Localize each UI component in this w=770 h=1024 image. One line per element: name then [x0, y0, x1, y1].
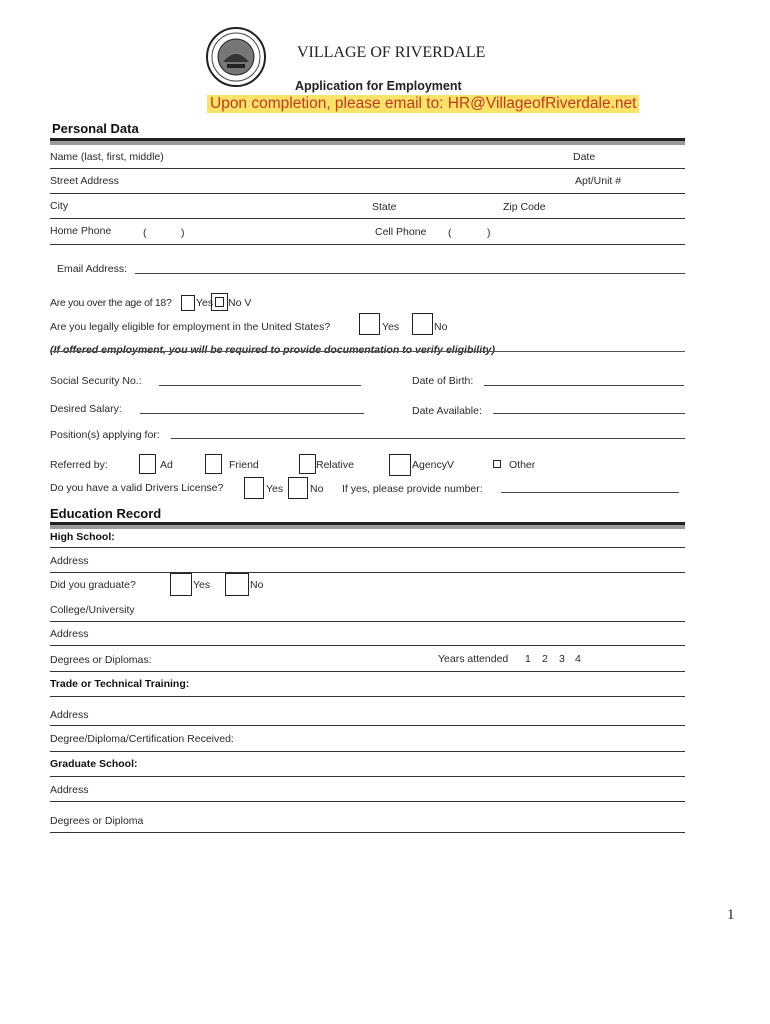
- graduate-school-label: Graduate School:: [50, 758, 138, 770]
- age-yes-checkbox[interactable]: [181, 295, 195, 311]
- trade-field[interactable]: [50, 696, 685, 697]
- high-school-field[interactable]: [50, 547, 685, 548]
- street-label: Street Address: [50, 175, 119, 187]
- zip-label: Zip Code: [503, 201, 546, 213]
- license-number-field[interactable]: [501, 492, 679, 493]
- section-personal-data: Personal Data: [52, 121, 139, 136]
- degrees-label: Degrees or Diplomas:: [50, 654, 152, 666]
- ref-friend-checkbox[interactable]: [205, 454, 222, 474]
- ref-relative-checkbox[interactable]: [299, 454, 316, 474]
- eligible-yes-label: Yes: [382, 321, 400, 333]
- degrees-field[interactable]: [50, 671, 685, 672]
- license-number-label: If yes, please provide number:: [342, 483, 483, 495]
- ref-other-label: Other: [509, 459, 536, 471]
- apt-label: Apt/Unit #: [575, 175, 622, 187]
- college-field[interactable]: [50, 621, 685, 622]
- date-available-label: Date Available:: [412, 405, 482, 417]
- grad-address-label: Address: [50, 784, 89, 796]
- trade-address-field[interactable]: [50, 725, 685, 726]
- position-label: Position(s) applying for:: [50, 429, 160, 441]
- graduate-school-field[interactable]: [50, 776, 685, 777]
- trade-address-label: Address: [50, 709, 89, 721]
- ref-friend-label: Friend: [229, 459, 259, 471]
- high-school-label: High School:: [50, 531, 115, 543]
- ref-other-checkbox[interactable]: [493, 460, 501, 468]
- age-no-label: No V: [228, 297, 252, 309]
- license-question: Do you have a valid Drivers License?: [50, 482, 224, 494]
- email-field[interactable]: [135, 273, 685, 274]
- age-question: Are you over the age of 18?: [50, 297, 172, 309]
- eligible-question: Are you legally eligible for employment in the United States?: [50, 321, 331, 333]
- college-address-field[interactable]: [50, 645, 685, 646]
- years-attended-label: Years attended: [438, 653, 509, 665]
- education-rule-shade: [50, 525, 685, 529]
- ref-ad-checkbox[interactable]: [139, 454, 156, 474]
- hs-address-field[interactable]: [50, 572, 685, 573]
- license-no-checkbox[interactable]: [288, 477, 308, 499]
- position-field[interactable]: [171, 438, 685, 439]
- page-number: 1: [727, 907, 735, 923]
- form-title: Application for Employment: [295, 79, 462, 93]
- referred-label: Referred by:: [50, 459, 108, 471]
- graduate-no-label: No: [250, 579, 264, 591]
- eligibility-note-strike: [50, 351, 685, 352]
- village-seal: [205, 26, 267, 88]
- name-label: Name (last, first, middle): [50, 151, 164, 163]
- home-phone-paren-close: ): [181, 227, 185, 239]
- salary-field[interactable]: [140, 413, 364, 414]
- ssn-field[interactable]: [159, 385, 361, 386]
- degree-cert-label: Degree/Diploma/Certification Received:: [50, 733, 234, 745]
- name-field[interactable]: [50, 168, 685, 169]
- hs-address-label: Address: [50, 555, 89, 567]
- phone-field[interactable]: [50, 244, 685, 245]
- city-field[interactable]: [50, 218, 685, 219]
- email-label: Email Address:: [57, 263, 128, 275]
- degree-cert-field[interactable]: [50, 751, 685, 752]
- ref-agency-checkbox[interactable]: [389, 454, 411, 476]
- ref-agency-label: AgencyV: [412, 459, 455, 471]
- grad-degrees-label: Degrees or Diploma: [50, 815, 144, 827]
- email-notice: Upon completion, please email to: HR@VillageofRiverdale.net: [207, 95, 639, 113]
- state-label: State: [372, 201, 397, 213]
- eligible-yes-checkbox[interactable]: [359, 313, 380, 335]
- ref-ad-label: Ad: [160, 459, 173, 471]
- cell-phone-label: Cell Phone: [375, 226, 427, 238]
- dob-field[interactable]: [484, 385, 684, 386]
- eligible-no-checkbox[interactable]: [412, 313, 433, 335]
- dob-label: Date of Birth:: [412, 375, 474, 387]
- street-field[interactable]: [50, 193, 685, 194]
- ssn-label: Social Security No.:: [50, 375, 142, 387]
- year-option-2[interactable]: 2: [542, 653, 548, 665]
- cell-phone-paren-open: (: [448, 227, 452, 239]
- section-education-record: Education Record: [50, 506, 162, 521]
- date-label: Date: [573, 151, 596, 163]
- age-yes-label: Yes: [196, 297, 214, 309]
- section-rule-shade: [50, 141, 685, 145]
- college-address-label: Address: [50, 628, 89, 640]
- date-available-field[interactable]: [493, 413, 685, 414]
- year-option-1[interactable]: 1: [525, 653, 531, 665]
- year-option-3[interactable]: 3: [559, 653, 565, 665]
- license-yes-checkbox[interactable]: [244, 477, 264, 499]
- graduate-yes-checkbox[interactable]: [170, 573, 192, 596]
- eligible-no-label: No: [434, 321, 448, 333]
- year-option-4[interactable]: 4: [575, 653, 581, 665]
- grad-address-field[interactable]: [50, 801, 685, 802]
- trade-label: Trade or Technical Training:: [50, 678, 190, 690]
- cell-phone-paren-close: ): [487, 227, 491, 239]
- age-no-checkbox-outer[interactable]: [211, 293, 228, 311]
- grad-degrees-field[interactable]: [50, 832, 685, 833]
- salary-label: Desired Salary:: [50, 403, 122, 415]
- license-no-label: No: [310, 483, 324, 495]
- graduate-no-checkbox[interactable]: [225, 573, 249, 596]
- ref-relative-label: Relative: [316, 459, 354, 471]
- license-yes-label: Yes: [266, 483, 284, 495]
- graduate-yes-label: Yes: [193, 579, 211, 591]
- eligibility-note: (If offered employment, you will be required to provide documentation to verify eligibility): [50, 344, 495, 356]
- city-label: City: [50, 200, 69, 212]
- college-label: College/University: [50, 604, 135, 616]
- graduate-question: Did you graduate?: [50, 579, 136, 591]
- home-phone-paren-open: (: [143, 227, 147, 239]
- home-phone-label: Home Phone: [50, 225, 112, 237]
- org-name: VILLAGE OF RIVERDALE: [297, 44, 486, 61]
